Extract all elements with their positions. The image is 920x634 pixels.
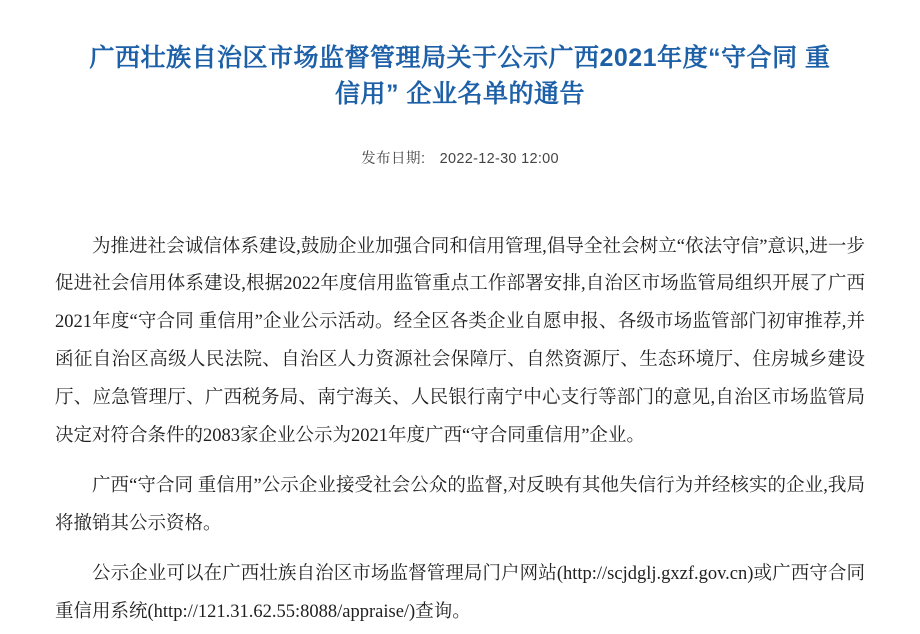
header-divider [55,190,865,191]
publish-meta [55,147,865,168]
publish-date-label: 发布日期: [361,150,426,167]
document-body [55,229,865,632]
body-paragraph: 广西“守合同 重信用”公示企业接受社会公众的监督,对反映有其他失信行为并经核实的企业,我局将撤销其公示资格。 [55,476,865,534]
page-title: 广西壮族自治区市场监督管理局关于公示广西2021年度“守合同 重信用” 企业名单的通告 [89,44,831,109]
publish-date-value: 2022-12-30 12:00 [439,150,559,167]
body-paragraph: 为推进社会诚信体系建设,鼓励企业加强合同和信用管理,倡导全社会树立“依法守信”意识,进一步促进社会信用体系建设,根据2022年度信用监管重点工作部署安排,自治区市场监管局组织开展了广西2021年度“守合同 重信用”企业公示活动。经全区各类企业自愿申报、各级市场监管部门初审推荐,并函征自治区高级人民法院、自治区人力资源社会保障厅、自然资源厅、生态环境厅、住房城乡建设厅、应急管理厅、广西税务局、南宁海关、人民银行南宁中心支行等部门的意见,自治区市场监管局决定对符合条件的2083家企业公示为2021年度广西“守合同重信用”企业。 [55,236,865,447]
body-paragraph: 公示企业可以在广西壮族自治区市场监督管理局门户网站(http://scjdglj.gxzf.gov.cn)或广西守合同重信用系统(http://121.31.62.55:8088/appraise/)查询。 [55,563,865,622]
